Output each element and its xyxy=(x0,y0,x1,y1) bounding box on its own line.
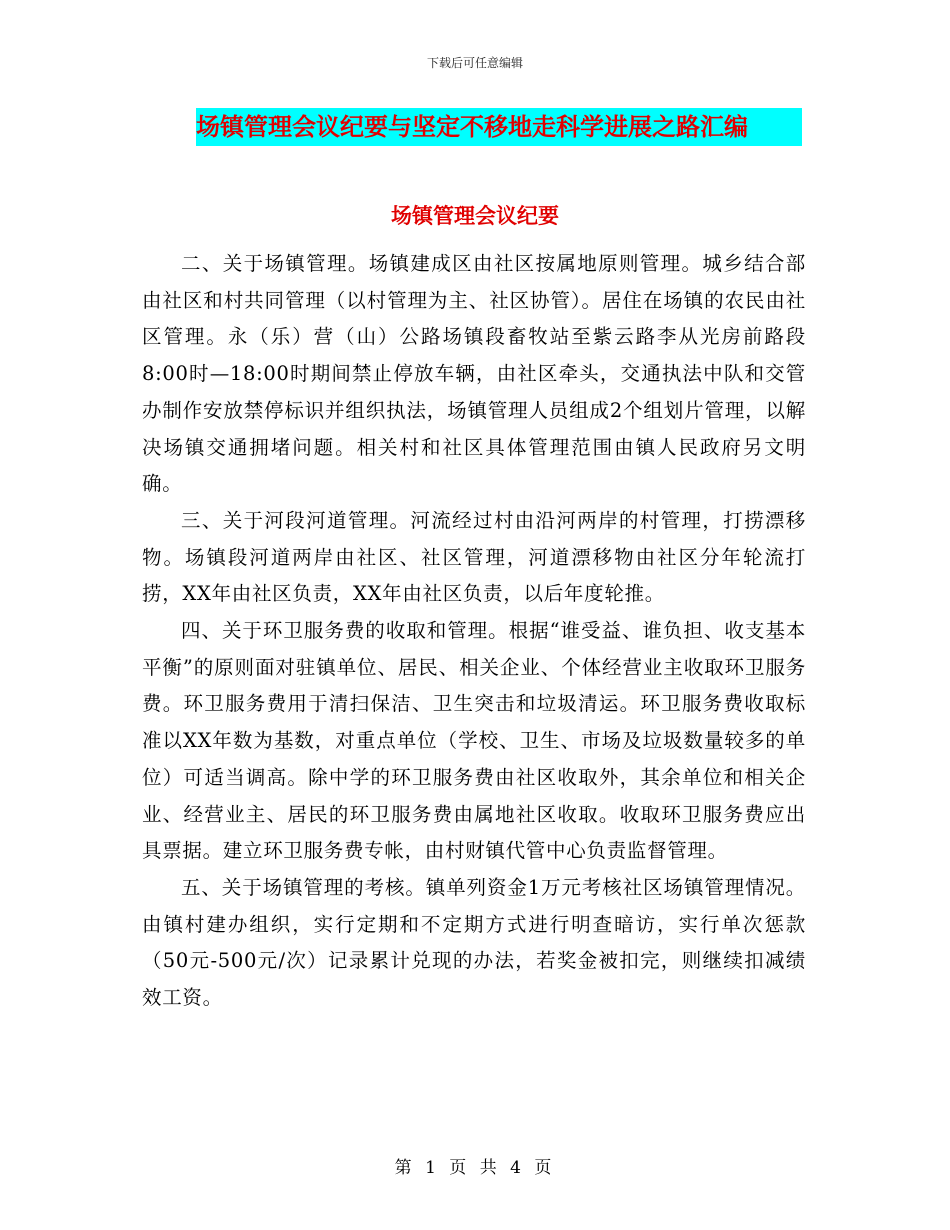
paragraph: 四、关于环卫服务费的收取和管理。根据“谁受益、谁负担、收支基本平衡”的原则面对驻镇单位、居民、相关企业、个体经营业主收取环卫服务费。环卫服务费用于清扫保洁、卫生突击和垃圾清运。环卫服务费收取标准以XX年数为基数，对重点单位（学校、卫生、市场及垃圾数量较多的单位）可适当调高。除中学的环卫服务费由社区收取外，其余单位和相关企业、经营业主、居民的环卫服务费由属地社区收取。收取环卫服务费应出具票据。建立环卫服务费专帐，由村财镇代管中心负责监督管理。 xyxy=(142,619,806,863)
paragraph: 五、关于场镇管理的考核。镇单列资金1万元考核社区场镇管理情况。由镇村建办组织，实行定期和不定期方式进行明查暗访，实行单次惩款（50元-500元/次）记录累计兑现的办法，若奖金被扣完，则继续扣减绩效工资。 xyxy=(142,875,806,1010)
document-body xyxy=(142,246,806,1017)
paragraph: 二、关于场镇管理。场镇建成区由社区按属地原则管理。城乡结合部由社区和村共同管理（以村管理为主、社区协管）。居住在场镇的农民由社区管理。永（乐）营（山）公路场镇段畜牧站至紫云路李从光房前路段8:00时—18:00时期间禁止停放车辆，由社区牵头，交通执法中队和交管办制作安放禁停标识并组织执法，场镇管理人员组成2个组划片管理，以解决场镇交通拥堵问题。相关村和社区具体管理范围由镇人民政府另文明确。 xyxy=(142,252,806,496)
paragraph: 三、关于河段河道管理。河流经过村由沿河两岸的村管理，打捞漂移物。场镇段河道两岸由社区、社区管理，河道漂移物由社区分年轮流打捞，XX年由社区负责，XX年由社区负责，以后年度轮推。 xyxy=(142,508,806,606)
section-title: 场镇管理会议纪要 xyxy=(391,203,559,228)
document-title: 场镇管理会议纪要与坚定不移地走科学进展之路汇编 xyxy=(196,108,802,146)
page-footer: 第 1 页 共 4 页 xyxy=(394,1158,556,1178)
header-note: 下载后可任意编辑 xyxy=(426,56,523,70)
